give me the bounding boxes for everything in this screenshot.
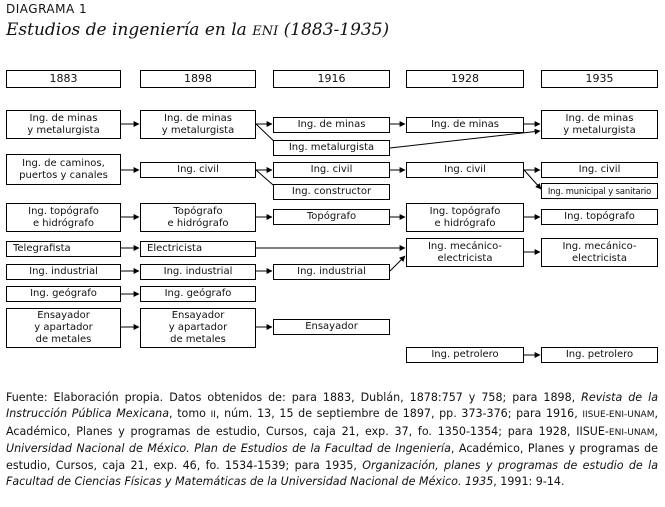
- box-1935-topografo: Ing. topógrafo: [541, 209, 658, 225]
- year-1883: 1883: [6, 70, 121, 88]
- box-1916-minas: Ing. de minas: [273, 117, 390, 133]
- box-1935-civil: Ing. civil: [541, 162, 658, 178]
- box-1916-constructor: Ing. constructor: [273, 184, 390, 200]
- box-1898-civil: Ing. civil: [140, 162, 256, 178]
- caption-roman: II: [210, 410, 216, 421]
- box-1935-minas-metalurgista: Ing. de minas y metalurgista: [541, 110, 658, 139]
- box-1883-ensayador: Ensayador y apartador de metales: [6, 308, 121, 348]
- caption-label: Fuente:: [6, 391, 48, 404]
- arrow-industrial-1916-mecanico-1928: [390, 256, 405, 271]
- diagram-label: DIAGRAMA 1: [6, 2, 88, 16]
- box-1916-metalurgista: Ing. metalurgista: [273, 140, 390, 156]
- box-1935-municipal-sanitario: Ing. municipal y sanitario: [541, 183, 658, 199]
- title-text-after: (1883-1935): [278, 20, 390, 40]
- caption-text-7: , 1991: 9-14.: [493, 475, 565, 489]
- title-acronym: ENI: [252, 24, 279, 39]
- caption-text-4: , Académico, Planes y programas de estudio, Cursos, caja 21, exp. 37, fo. 1350-1354; para 1928, IISUE-: [6, 407, 659, 438]
- caption-smallcaps-1: IISUE-ENI-UNAM: [582, 410, 655, 421]
- box-1898-minas-metalurgista: Ing. de minas y metalurgista: [140, 110, 256, 139]
- box-1928-topografo-hidrografo: Ing. topógrafo e hidrógrafo: [406, 203, 524, 232]
- box-1928-petrolero: Ing. petrolero: [406, 347, 524, 363]
- box-1883-industrial: Ing. industrial: [6, 264, 121, 280]
- box-1916-topografo: Topógrafo: [273, 209, 390, 225]
- box-1883-telegrafista: Telegrafista: [6, 241, 121, 257]
- box-1928-mecanico-electricista: Ing. mecánico- electricista: [406, 238, 524, 267]
- caption-text-6: , Académico, Planes y programas de estudio, Cursos, caja 21, exp. 46, fo. 1534-1539; para 1935,: [6, 442, 658, 472]
- caption-smallcaps-2: ENI-UNAM: [608, 427, 655, 438]
- box-1916-civil: Ing. civil: [273, 162, 390, 178]
- box-1898-ensayador: Ensayador y apartador de metales: [140, 308, 256, 348]
- box-1898-industrial: Ing. industrial: [140, 264, 256, 280]
- box-1898-geografo: Ing. geógrafo: [140, 286, 256, 302]
- box-1883-topografo-hidrografo: Ing. topógrafo e hidrógrafo: [6, 203, 121, 232]
- year-1935: 1935: [541, 70, 658, 88]
- box-1883-minas-metalurgista: Ing. de minas y metalurgista: [6, 110, 121, 139]
- arrow-metalurgista-1916-minas-1935: [390, 131, 540, 148]
- caption-text-2: , tomo: [169, 407, 211, 421]
- caption-italic-2: Universidad Nacional de México. Plan de Estudios de la Facultad de Ingeniería: [6, 442, 451, 456]
- box-1916-ensayador: Ensayador: [273, 319, 390, 335]
- box-1935-petrolero: Ing. petrolero: [541, 347, 658, 363]
- caption-italic-1: Revista de la Instrucción Pública Mexicana: [6, 391, 658, 421]
- box-1898-topografo-hidrografo: Topógrafo e hidrógrafo: [140, 203, 256, 232]
- year-1928: 1928: [406, 70, 524, 88]
- title-text-before: Estudios de ingeniería en la: [6, 20, 253, 40]
- caption-italic-3: Organización, planes y programas de estudio de la Facultad de Ciencias Físicas y Matemáticas de la Universidad Nacional de México. 1935: [6, 458, 658, 489]
- caption-text-3: , núm. 13, 15 de septiembre de 1897, pp. 373-376; para 1916,: [215, 407, 583, 421]
- arrow-civil-1928-municipal-1935: [524, 170, 541, 189]
- box-1898-electricista: Electricista: [140, 241, 256, 257]
- box-1916-industrial: Ing. industrial: [273, 264, 390, 280]
- box-1883-caminos-puertos-canales: Ing. de caminos, puertos y canales: [6, 154, 121, 185]
- box-1883-geografo: Ing. geógrafo: [6, 286, 121, 302]
- source-caption: [6, 390, 658, 490]
- caption-text-1: Elaboración propia. Datos obtenidos de: para 1883, Dublán, 1878:757 y 758; para 1898,: [47, 391, 582, 404]
- box-1935-mecanico-electricista: Ing. mecánico- electricista: [541, 238, 658, 267]
- year-1916: 1916: [273, 70, 390, 88]
- caption-text-5: ,: [654, 424, 658, 438]
- year-1898: 1898: [140, 70, 256, 88]
- box-1928-minas: Ing. de minas: [406, 117, 524, 133]
- box-1928-civil: Ing. civil: [406, 162, 524, 178]
